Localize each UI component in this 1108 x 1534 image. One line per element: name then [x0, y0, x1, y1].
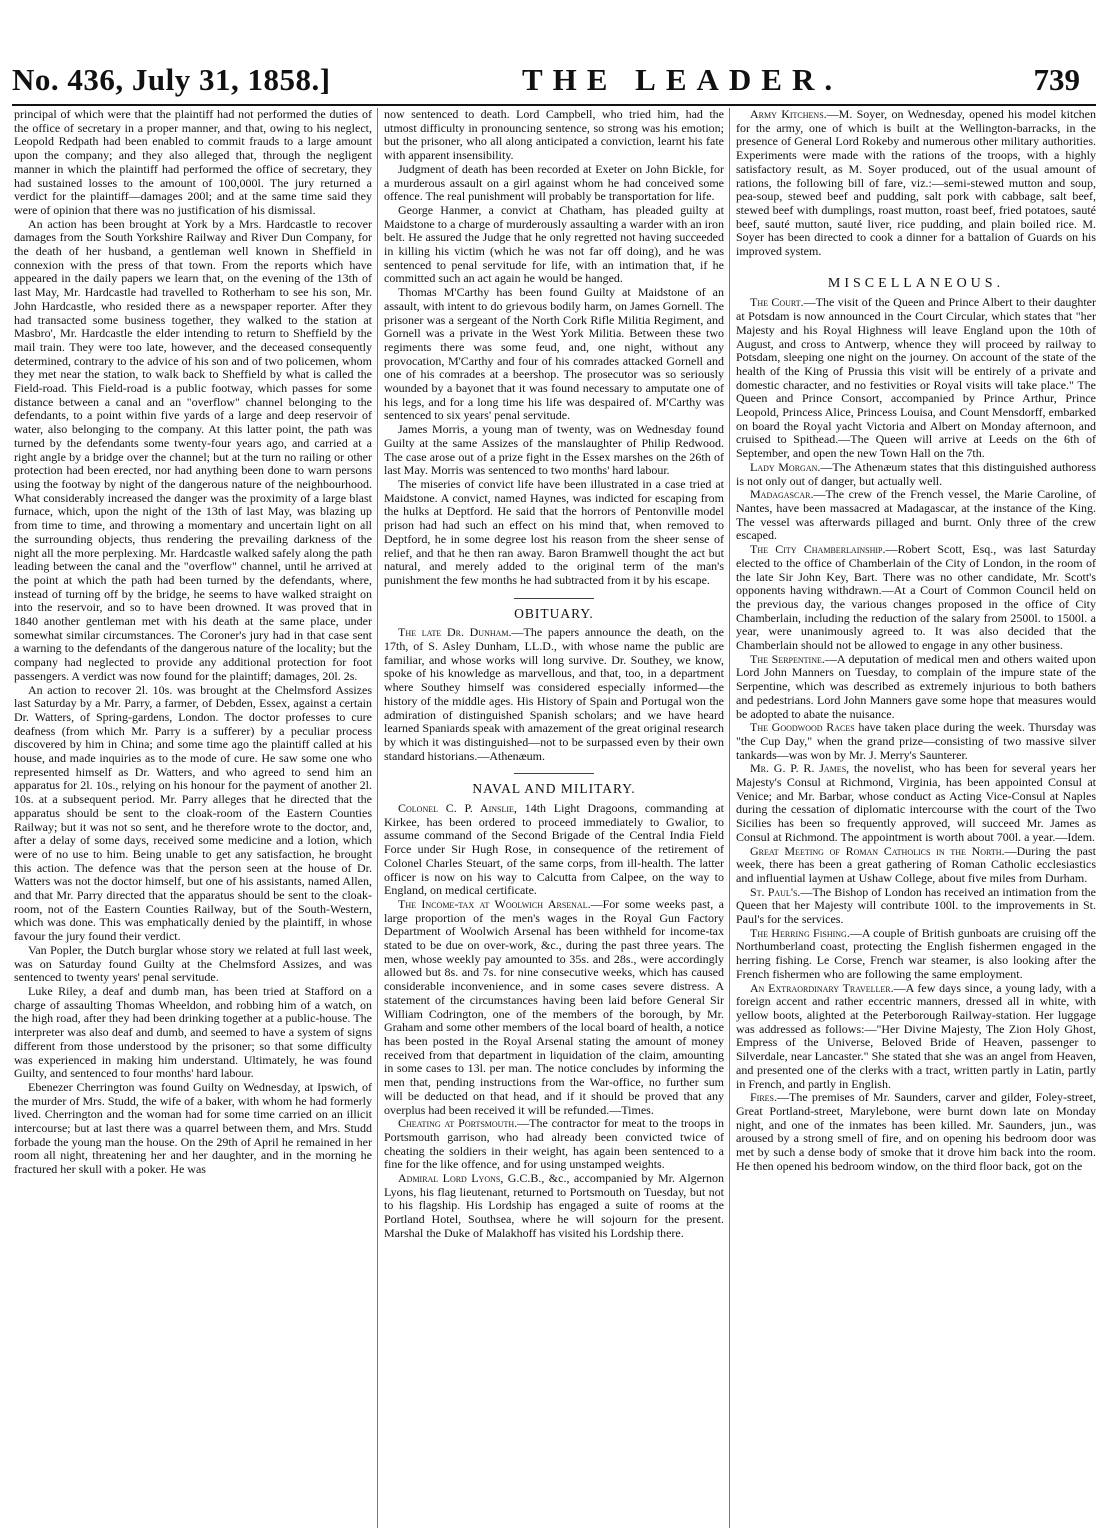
item-lead: An Extraordinary Traveller. [750, 980, 894, 995]
item-text: G.C.B., &c., accompanied by Mr. Algernon Lyons, his flag lieutenant, returned to Portsmouth on Tuesday, but not to his flagship. His Lordship has engaged a suite of rooms at the Portland Hotel, Southsea, where he will sojourn for the present. Marshal the Duke of Malakhoff has visited his Lordship there. [384, 1171, 724, 1240]
naval-item [384, 1117, 724, 1172]
item-lead: St. Paul's. [750, 884, 801, 899]
paragraph: The miseries of convict life have been illustrated in a case tried at Maidstone. A convict, named Haynes, was indicted for escaping from the hulks at Deptford. He said that the horrors of Pentonville model prison had had such an effect on his mind that, when removed to Deptford, he in some degree lost his reason from the sheer sense of relief, and that he then ran away. Baron Bramwell thought the act but natural, and merely added to the original term of the man's punishment the few months he had subtracted from it by his escape. [384, 476, 724, 587]
paragraph: principal of which were that the plaintiff had not performed the duties of the office of secretary in a proper manner, and that, owing to his neglect, Leopold Redpath had been enabled to commit frauds to a large amount upon the company; and they also alleged that, through the negligent manner in which the plaintiff had performed the office of secretary, they had sustained losses to the amount of 100,000l. The jury returned a verdict for the plaintiff—damages 200l; and at the same time said they were of opinion that there was no justification of his dismissal. [14, 108, 372, 217]
item-lead: Colonel C. P. Ainslie, [398, 801, 517, 816]
news-item [736, 543, 1096, 653]
item-lead: The Court. [750, 295, 804, 310]
item-lead: Admiral Lord Lyons, [398, 1171, 504, 1186]
item-text: —The papers announce the death, on the 17th, of S. Asley Dunham, LL.D., with whose name the public are familiar, and whose works will long survive. Dr. Southey, we know, spoke of his knowledge as marvellous, and that, too, in a department where Southey himself was considered especially informed—the history of the middle ages. His History of Spain and Portugal won the admiration of distinguished Spanish scholars; and we have heard learned Spaniards speak with amazement of the great original research by which it was distinguished—not to be surpassed even by their own standard historians.—Athenæum. [384, 625, 724, 763]
column-divider [377, 108, 378, 1528]
paragraph: James Morris, a young man of twenty, was on Wednesday found Guilty at the same Assizes of the manslaughter of Philip Redwood. The case arose out of a prize fight in the Essex marshes on the 26th of last May. Morris was sentenced to two months' hard labour. [384, 422, 724, 478]
paragraph: Van Popler, the Dutch burglar whose story we related at full last week, was on Saturday found Guilty at the Chelmsford Assizes, and was sentenced to twenty years' penal servitude. [14, 942, 372, 985]
item-text: —M. Soyer, on Wednesday, opened his model kitchen for the army, one of which is built at the Wellington-barracks, in the presence of General Lord Rokeby and numerous other military authorities. Experiments were made with the rations of the troops, with a highly satisfactory result, as M. Soyer produced, out of the usual amount of rations, the following bill of fare, viz.:—semi-stewed mutton and soup, pea-soup, stewed beef and pudding, salt pork with cabbage, salt beef, stewed beef with dumplings, roast mutton, roast beef, fried potatoes, sauté beef, sauté mutton, sauté liver, rice pudding, and plain boiled rice. M. Soyer has been directed to cook a dinner for a battalion of Guards on his improved system. [736, 108, 1096, 259]
paragraph: Thomas M'Carthy has been found Guilty at Maidstone of an assault, with intent to do grievous bodily harm, on James Gornell. The prisoner was a sergeant of the North Cork Rifle Militia Regiment, and Gornell was a private in the West York Militia. Between these two regiments there was some feud, and, one night, without any provocation, M'Carthy and four of his comrades attacked Gornell and one of his comrades at a beershop. The prosecutor was so seriously wounded by a bayonet that it was found necessary to amputate one of his legs, and for a long time his life was despaired of. M'Carthy was sentenced to six years' penal servitude. [384, 285, 724, 423]
item-lead: Cheating at Portsmouth. [398, 1116, 518, 1131]
item-lead: Fires. [750, 1090, 778, 1105]
item-text: —During the past week, there has been a great gathering of Roman Catholic ecclesiastics and influential laymen at Ushaw College, about five miles from Durham. [736, 843, 1096, 885]
miscellaneous-heading: MISCELLANEOUS. [827, 275, 1005, 291]
item-text: —Robert Scott, Esq., was last Saturday elected to the office of Chamberlain of the City of London, in the room of the late Sir John Key, Bart. There was no other candidate, Mr. Scott's opponents having withdrawn.—At a Court of Common Council held on the previous day, the various changes proposed in the office of City Chamberlain, including the reduction of the salary from 2500l. to 1500l. a year, were unanimously agreed to. It was also decided that the Chamberlain should not be allowed to engage in any other business. [736, 542, 1096, 653]
naval-item [384, 898, 724, 1117]
column-1 [14, 108, 372, 1528]
item-lead: Mr. G. P. R. James, [750, 761, 850, 776]
item-lead: Army Kitchens. [750, 108, 827, 121]
item-text: the novelist, who has been for several years her Majesty's Consul at Richmond, Virginia, has been appointed Consul at Venice; and Mr. Barbar, whose conduct as Acting Vice-Consul at Naples during the cessation of diplomatic intercourse with the court of the Two Sicilies has been so frequently approved, will succeed Mr. James as Consul at Richmond. The appointment is worth about 700l. a year.—Idem. [736, 761, 1096, 844]
news-item [736, 845, 1096, 886]
naval-item [384, 802, 724, 898]
item-lead: The Herring Fishing. [750, 925, 850, 940]
paragraph: Judgment of death has been recorded at Exeter on John Bickle, for a murderous assault on a girl against whom he had conceived some offence. The real punishment will probably be transportation for life. [384, 161, 724, 204]
news-item [736, 296, 1096, 460]
item-lead: Great Meeting of Roman Catholics in the North. [750, 843, 1005, 858]
section-rule [514, 598, 594, 599]
news-item [736, 461, 1096, 488]
news-item [736, 1091, 1096, 1173]
item-lead: The Goodwood Races [750, 720, 855, 735]
item-lead: The Serpentine. [750, 651, 825, 666]
column-divider [729, 108, 730, 1528]
obituary-item [384, 626, 724, 763]
naval-item [384, 1172, 724, 1241]
paragraph: George Hanmer, a convict at Chatham, has pleaded guilty at Maidstone to a charge of murderously assaulting a warder with an iron belt. He assured the Judge that he only regretted not having succeeded in killing his victim (which he was not far off doing), and he was sentenced to penal servitude for life, with an intimation that, if he committed such an act again he would be hanged. [384, 202, 724, 286]
news-item [736, 886, 1096, 927]
item-text: —The Bishop of London has received an intimation from the Queen that her Majesty will contribute 100l. to the improvements in St. Paul's for the services. [736, 884, 1096, 927]
news-item [736, 927, 1096, 982]
masthead [12, 62, 1096, 104]
item-text: —A deputation of medical men and others waited upon Lord John Manners on Tuesday, to complain of the impure state of the Serpentine, which was described as extremely injurious to both bathers and pedestrians. Lord John Manners gave some hope that measures would be adopted to abate the nuisance. [736, 651, 1096, 721]
item-text: —The crew of the French vessel, the Marie Caroline, of Nantes, have been massacred at Madagascar, at the instance of the King. The vessel was afterwards pillaged and burnt. Only three of the crew escaped. [736, 487, 1096, 543]
news-item [736, 762, 1096, 844]
item-text: 14th Light Dragoons, commanding at Kirkee, has been ordered to proceed immediately to Gwalior, to assume command of the Second Brigade of the Central India Field Force under Sir Hugh Rose, in consequence of the retirement of Colonel Charles Steuart, of the same corps, from ill-health. The latter officer is now on his way to Calcutta from Calpee, on the way to England, on medical certificate. [384, 801, 724, 898]
item-text: have taken place during the week. Thursday was "the Cup Day," when the grand prize—consisting of two massive silver tankards—was won by Mr. J. Merry's Saunterer. [736, 720, 1096, 762]
item-text: —The premises of Mr. Saunders, carver and gilder, Foley-street, Great Portland-street, Marylebone, were burnt down late on Monday night, and one of the inmates has been killed. Mr. Saunders, jun., was aroused by a strong smell of fire, and on opening his bedroom door was met by such a dense body of smoke that it drove him back into the room. He then opened his bedroom window, on the third floor back, got on the [736, 1090, 1096, 1173]
news-item [736, 721, 1096, 762]
item-text: —A couple of British gunboats are cruising off the Northumberland coast, protecting the English fishermen engaged in the herring fishing. Le Corse, French war steamer, is also looking after the French fishermen who are following the same employment. [736, 925, 1096, 981]
column-2 [384, 108, 724, 1528]
page-number: 739 [1033, 62, 1080, 97]
item-text: —The visit of the Queen and Prince Albert to their daughter at Potsdam is now announced in the Court Circular, which states that "her Majesty and his Royal Highness will leave England upon the 10th of August, and cross to Antwerp, whence they will proceed by railway to Potsdam, sleeping one night on the journey. On account of the state of the health of the King of Prussia this visit will be entirely of a private and domestic character, and no festivities or Royal visits will take place." The Queen and Prince Consort, accompanied by Prince Arthur, Prince Leopold, Princess Alice, Princess Louisa, and Count Mensdorff, embarked on board the Royal yacht Victoria and Albert on Monday afternoon, and cruised to Spithead.—The Queen will arrive at Leeds on the 6th of September, and open the new Town Hall on the 7th. [736, 295, 1096, 461]
paragraph: Luke Riley, a deaf and dumb man, has been tried at Stafford on a charge of assaulting Thomas Wheeldon, and robbing him of a watch, on the high road, after they had been drinking together at a public-house. The interpreter was also deaf and dumb, and seemed to have a system of signs different from those understood by the prisoner; so that some difficulty was experienced in making him understand. Ultimately, he was found Guilty, and sentenced to four months' hard labour. [14, 984, 372, 1081]
item-text: —The Athenæum states that this distinguished authoress is not only out of danger, but actually well. [736, 459, 1096, 488]
news-item [736, 653, 1096, 722]
item-text: —A few days since, a young lady, with a foreign accent and rather eccentric manners, dressed all in white, with yellow boots, alighted at the Peterborough Railway-station. Her luggage was addressed as follows:—"Her Divine Majesty, The Zion Holy Ghost, Empress of the Universe, Beloved Bride of Heaven, passenger to Silverdale, near Lancaster." She stated that she was an angel from Heaven, and presented one of the clerks with a tract, written partly in Latin, partly in French, and partly in English. [736, 980, 1096, 1091]
section-rule [514, 773, 594, 774]
item-lead: The late Dr. Dunham. [398, 625, 512, 640]
news-item [736, 108, 1096, 259]
paragraph: Ebenezer Cherrington was found Guilty on Wednesday, at Ipswich, of the murder of Mrs. Studd, the wife of a baker, with whom he had formerly lived. Cherrington and the woman had for some time carried on an illicit intercourse; but at last there was a quarrel between them, and Mrs. Studd forbade the young man the house. On the 29th of April he remained in her room all night, threatening her and her daughter, and in the morning he fractured her skull with a poker. He was [14, 1079, 372, 1177]
masthead-rule [12, 104, 1096, 106]
paragraph: An action to recover 2l. 10s. was brought at the Chelmsford Assizes last Saturday by a Mr. Parry, a farmer, of Debden, Essex, against a certain Dr. Watters, of Spring-gardens, London. The doctor professes to cure deafness (from which Mr. Parry is a sufferer) by a peculiar process discovered by him in China; and some time ago the plaintiff called at his house, and made inquiries as to the mode of cure. He saw some one who represented himself as Dr. Watters, and who agreed to send him an apparatus for 2l. 10s., relying on his honour for the payment of another 2l. 10s. at a subsequent period. Mr. Parry alleges that he directed that the apparatus should be sent to the cloak-room of the Eastern Counties Railway; but it was not so sent, and he therefore wrote to the doctor, and, after a delay of some days, received some medicine and a lotion, which were of no use to him. Being unable to get any satisfaction, he brought this action. The defence was that the person seen at the house of Dr. Watters was not the doctor himself, but one of his assistants, named Allen, and that Mr. Parry directed that the apparatus should be sent to the cloak-room, not of the Eastern Counties Railway, but of the South-Western, which was done. This was emphatically denied by the plaintiff, in whose favour the jury found their verdict. [14, 682, 372, 944]
naval-military-heading: NAVAL AND MILITARY. [472, 781, 636, 797]
paragraph: An action has been brought at York by a Mrs. Hardcastle to recover damages from the South Yorkshire Railway and River Dun Company, for the death of her husband, a gentleman well known in Sheffield in connexion with the press of that town. From the reports which have appeared in the daily papers we learn that, on the evening of the 13th of last May, Mr. Hardcastle had travelled to Rotherham to see his son, Mr. John Hardcastle, who resided there as a newspaper reporter. After they had transacted some business together, they walked to the station at Masbro', Mr. Hardcastle the elder intending to return to Sheffield by the mail train. They were too late, however, and the deceased consequently determined, contrary to the advice of his son and of two policemen, whom they met near the station, to walk back to Sheffield by what is called the Field-road. This Field-road is a public footway, which passes for some distance between a canal and an "overflow" channel belonging to the defendants, to a point within five yards of a large and deep reservoir of water, also belonging to the company. At this latter point, the path was turned by the defendants some twenty-four years ago, and carried at a right angle by a bridge over the channel; but at the turn no railing or other protection had been erected, nor had anything been done to warn persons using the footway by night of the dangerous nature of the neighbourhood. What considerably increased the danger was the proximity of a large blast furnace, which, upon the night of the 13th of last May, was blazing up from time to time, and throwing a momentary and uncertain light on all the surrounding objects, thus rendering the prevailing darkness of the night all the more perplexing. Mr. Hardcastle walked safely along the path leading between the canal and the "overflow" channel, until he arrived at the point at which the path had been turned by the defendants, where, instead of turning off by the bridge, he seems to have walked straight on into the reservoir, and so to have been drowned. It was proved that in 1840 another gentleman met with his death at the same place, under somewhat similar circumstances. The Coroner's jury had in that case sent a warning to the defendants of the dangerous nature of the locality; but the company had neglected to provide any additional protection for foot passengers. A verdict was now found for the plaintiff; damages, 20l. 2s. [14, 216, 372, 683]
item-text: —For some weeks past, a large proportion of the men's wages in the Royal Gun Factory Department of Woolwich Arsenal has been withheld for income-tax stated to be due on over-work, &c., during the past three years. The men, whose weekly pay amounted to 35s. and 28s., were accordingly allowed but 8s. and 7s. for nine consecutive weeks, which has caused considerable inconvenience, and in some cases severe distress. A statement of the circumstances having been laid before General Sir William Codrington, one of the members of the borough, by Mr. Graham and some other members of the local board of health, a notice has been posted in the Royal Arsenal stating the amount of money received from that department in liquidation of the claim, amounting in some cases to 13l. per man. The notice concludes by informing the men that, pending instructions from the War-office, no further sum will be deducted on that head, and if it should be proved that any overplus had been received it will be refunded.—Times. [384, 896, 724, 1117]
item-lead: Madagascar. [750, 487, 814, 502]
item-text: —The contractor for meat to the troops in Portsmouth garrison, who had already been convicted twice of cheating the soldiers in their weight, has again been sentenced to a fine for the like offence, and for using unstamped weights. [384, 1116, 724, 1172]
obituary-heading: OBITUARY. [514, 605, 594, 621]
issue-date: No. 436, July 31, 1858.] [12, 62, 331, 97]
item-lead: The Income-tax at Woolwich Arsenal. [398, 896, 591, 911]
newspaper-title: THE LEADER. [521, 62, 843, 97]
item-lead: The City Chamberlainship. [750, 542, 886, 557]
column-3 [736, 108, 1096, 1528]
news-item [736, 982, 1096, 1092]
item-lead: Lady Morgan. [750, 459, 821, 474]
news-item [736, 488, 1096, 543]
paragraph: now sentenced to death. Lord Campbell, who tried him, had the utmost difficulty in pronouncing sentence, so strong was his emotion; but the prisoner, who all along anticipated a conviction, learnt his fate with apparent insensibility. [384, 108, 724, 163]
